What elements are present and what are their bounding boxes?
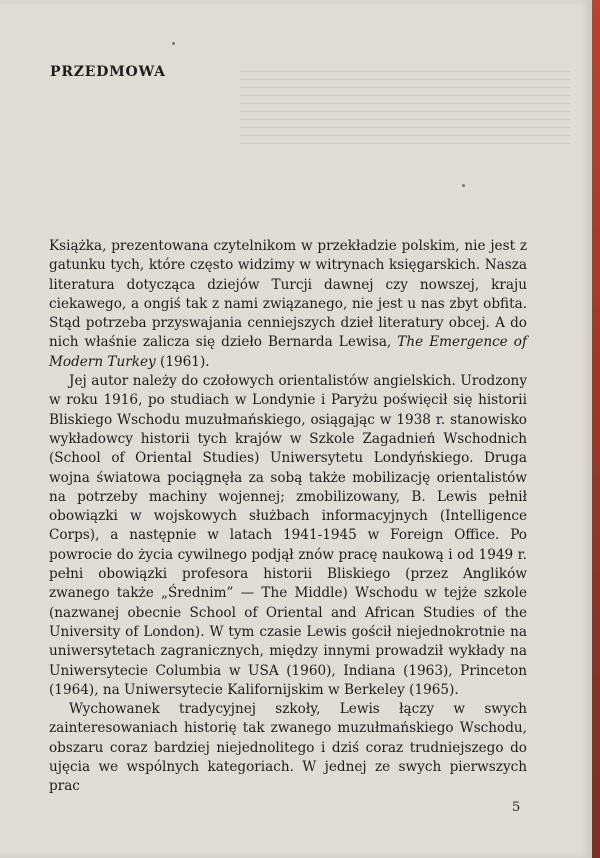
page-number: 5 <box>512 800 521 815</box>
body-text <box>49 237 527 797</box>
paragraph-3: Wychowanek tradycyjnej szkoły, Lewis łączy w swych zainteresowaniach historię tak zwanego muzułmańskiego Wschodu, obszaru coraz bardziej niejednolitego i dziś coraz trudniejszego do ujęcia we wspólnych kategoriach. W jednej ze swych pierwszych prac <box>49 701 527 795</box>
paper-speck <box>172 42 175 45</box>
book-title: The Emergence of Modern Turkey <box>49 334 527 370</box>
book-edge <box>592 0 600 858</box>
paper-speck <box>462 184 465 187</box>
show-through-text <box>240 64 570 264</box>
page-heading: PRZEDMOWA <box>50 64 166 80</box>
paragraph-1: Książka, prezentowana czytelnikom w przekładzie polskim, nie jest z gatunku tych, które często widzimy w witrynach księgarskich. Nasza literatura dotycząca dziejów Turcji dawnej czy nowszej, kraju ciekawego, a ongiś tak z nami związanego, nie jest u nas zbyt obfita. Stąd potrzeba przyswajania cenniejszych dzieł literatury obcej. A do nich właśnie zalicza się dzieło Bernarda Lewisa, The Emergence of Modern Turkey (1961). <box>49 238 527 370</box>
paragraph-2: Jej autor należy do czołowych orientalistów angielskich. Urodzony w roku 1916, po studiach w Londynie i Paryżu poświęcił się historii Bliskiego Wschodu muzułmańskiego, osiągając w 1938 r. stanowisko wykładowcy historii tych krajów w Szkole Zagadnień Wschodnich (School of Oriental Studies) Uniwersytetu Londyńskiego. Druga wojna światowa pociągnęła za sobą także mobilizację orientalistów na potrzeby machiny wojennej; zmobilizowany, B. Lewis pełnił obowiązki w wojskowych służbach informacyjnych (Intelligence Corps), a następnie w latach 1941-1945 w Foreign Office. Po powrocie do życia cywilnego podjął znów pracę naukową i od 1949 r. pełni obowiązki profesora historii Bliskiego (przez Anglików zwanego także „Średnim” — The Middle) Wschodu w tejże szkole (nazwanej obecnie School of Oriental and African Studies of the University of London). W tym czasie Lewis gościł niejednokrotnie na uniwersytetach zagranicznych, między innymi prowadził wykłady na Uniwersytecie Columbia w USA (1960), Indiana (1963), Princeton (1964), na Uniwersytecie Kalifornijskim w Berkeley (1965). <box>49 373 527 698</box>
